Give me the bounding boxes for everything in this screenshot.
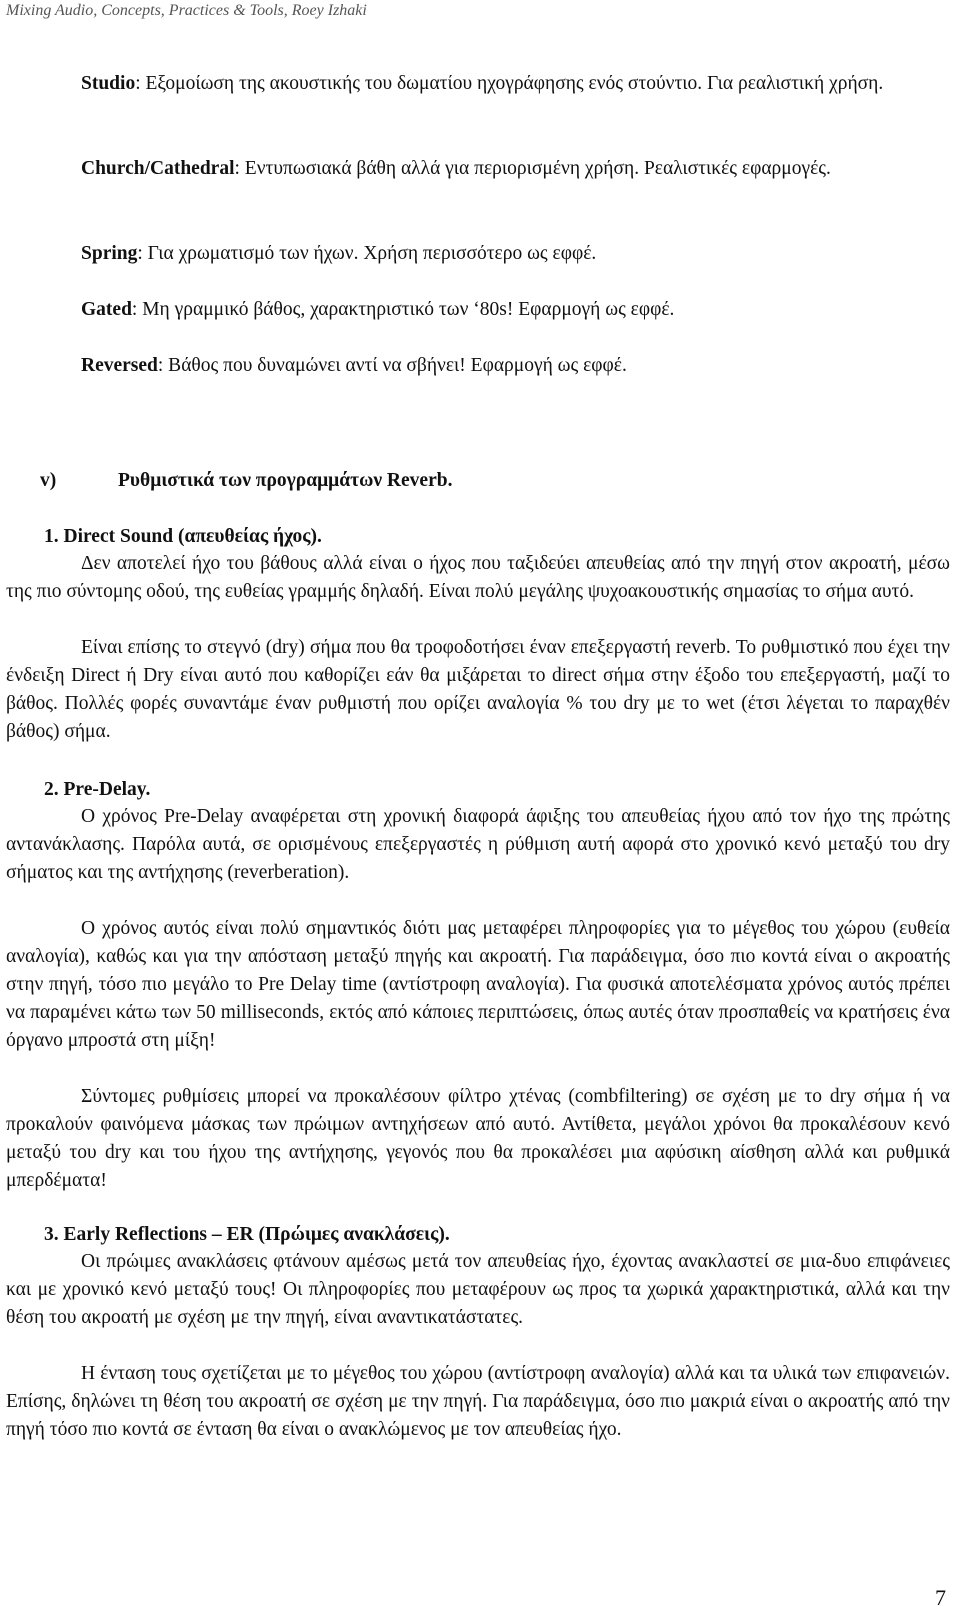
term: Spring	[81, 243, 138, 264]
paragraph: Οι πρώιμες ανακλάσεις φτάνουν αμέσως μετά τον απευθείας ήχο, έχοντας ανακλαστεί σε μια-δυο επιφάνειες και με χρονικό κενό μεταξύ τους! Οι πληροφορίες που μεταφέρουν ως προς τα χωρικά χαρακτηριστικά, αλλά και την θέση του ακροατή με σχέση με την πηγή, είναι αναντικατάστατες.	[6, 1251, 950, 1328]
description: : Βάθος που δυναμώνει αντί να σβήνει! Εφαρμογή ως εφφέ.	[157, 355, 627, 376]
running-header: Mixing Audio, Concepts, Practices & Tools, Roey Izhaki	[6, 2, 367, 19]
reverb-type-studio	[81, 70, 951, 98]
term: Church/Cathedral	[81, 158, 235, 179]
section-marker: v)	[40, 470, 57, 491]
reverb-type-reversed	[81, 352, 951, 380]
section-title: Ρυθμιστικά των προγραμμάτων Reverb.	[118, 470, 453, 491]
paragraph: Είναι επίσης το στεγνό (dry) σήμα που θα τροφοδοτήσει έναν επεξεργαστή reverb. Το ρυθμιστικό που έχει την ένδειξη Direct ή Dry είναι αυτό που καθορίζει εάν θα μιξάρεται το direct σήμα στην έξοδο του επεξεργαστή, μαζί το βάθος. Πολλές φορές συναντάμε έναν ρυθμιστή που ορίζει αναλογία % του dry με το wet (έτσι λέγεται το παραχθέν βάθος) σήμα.	[6, 637, 950, 742]
paragraph: Σύντομες ρυθμίσεις μπορεί να προκαλέσουν φίλτρο χτένας (combfiltering) σε σχέση με το dry σήμα ή να προκαλούν φαινόμενα μάσκας των πρώιμων αντηχήσεων από αυτό. Αντίθετα, μεγάλοι χρόνοι θα προκαλέσουν κενό μεταξύ του dry και του ήχου της αντήχησης, γεγονός που θα προκαλέσει μια αφύσικη αίσθηση αλλά και ρυθμικά μπερδέματα!	[6, 1086, 950, 1191]
term: Studio	[81, 73, 136, 94]
reverb-type-spring	[81, 240, 951, 268]
description: : Εντυπωσιακά βάθη αλλά για περιορισμένη χρήση. Ρεαλιστικές εφαρμογές.	[234, 158, 831, 179]
subsection-heading: 1. Direct Sound (απευθείας ήχος).	[44, 526, 322, 547]
subsection-heading: 3. Early Reflections – ER (Πρώιμες ανακλάσεις).	[44, 1224, 450, 1245]
reverb-type-gated	[81, 296, 951, 324]
paragraph: Ο χρόνος αυτός είναι πολύ σημαντικός διότι μας μεταφέρει πληροφορίες για το μέγεθος του χώρου (ευθεία αναλογία), καθώς και για την απόσταση μεταξύ πηγής και ακροατή. Για παράδειγμα, όσο πιο κοντά είναι ο ακροατής στην πηγή, τόσο πιο μεγάλο το Pre Delay time (αντίστροφη αναλογία). Για φυσικά αποτελέσματα χρόνος αυτός πρέπει να παραμένει κάτω των 50 milliseconds, εκτός από κάποιες περιπτώσεις, όπως αυτές όταν προσπαθείς να κρατήσεις ένα όργανο μπροστά στη μίξη!	[6, 918, 950, 1051]
paragraph: Ο χρόνος Pre-Delay αναφέρεται στη χρονική διαφορά άφιξης του απευθείας ήχου από τον ήχο της πρώτης αντανάκλασης. Παρόλα αυτά, σε ορισμένους επεξεργαστές η ρύθμιση αυτή αφορά στο χρονικό κενό μεταξύ του dry σήματος και της αντήχησης (reverberation).	[6, 806, 950, 883]
description: : Εξομοίωση της ακουστικής του δωματίου ηχογράφησης ενός στούντιο. Για ρεαλιστική χρήση.	[135, 73, 884, 94]
subsection-heading: 2. Pre-Delay.	[44, 779, 151, 800]
paragraph: Η ένταση τους σχετίζεται με το μέγεθος του χώρου (αντίστροφη αναλογία) αλλά και τα υλικά των επιφανειών. Επίσης, δηλώνει τη θέση του ακροατή σε σχέση με την πηγή. Για παράδειγμα, όσο πιο μακριά είναι ο ακροατής από την πηγή τόσο πιο κοντά σε ένταση θα είναι ο ανακλώμενος με τον απευθείας ήχο.	[6, 1363, 950, 1440]
reverb-type-church	[81, 155, 951, 183]
term: Gated	[81, 299, 132, 320]
term: Reversed	[81, 355, 158, 376]
page-number: 7	[935, 1585, 946, 1610]
description: : Για χρωματισμό των ήχων. Χρήση περισσότερο ως εφφέ.	[137, 243, 597, 264]
description: : Μη γραμμικό βάθος, χαρακτηριστικό των ‘80s! Εφαρμογή ως εφφέ.	[131, 299, 675, 320]
paragraph: Δεν αποτελεί ήχο του βάθους αλλά είναι ο ήχος που ταξιδεύει απευθείας από την πηγή στον ακροατή, μέσω της πιο σύντομης οδού, της ευθείας γραμμής δηλαδή. Είναι πολύ μεγάλης ψυχοακουστικής σημασίας το σήμα αυτό.	[6, 553, 950, 602]
